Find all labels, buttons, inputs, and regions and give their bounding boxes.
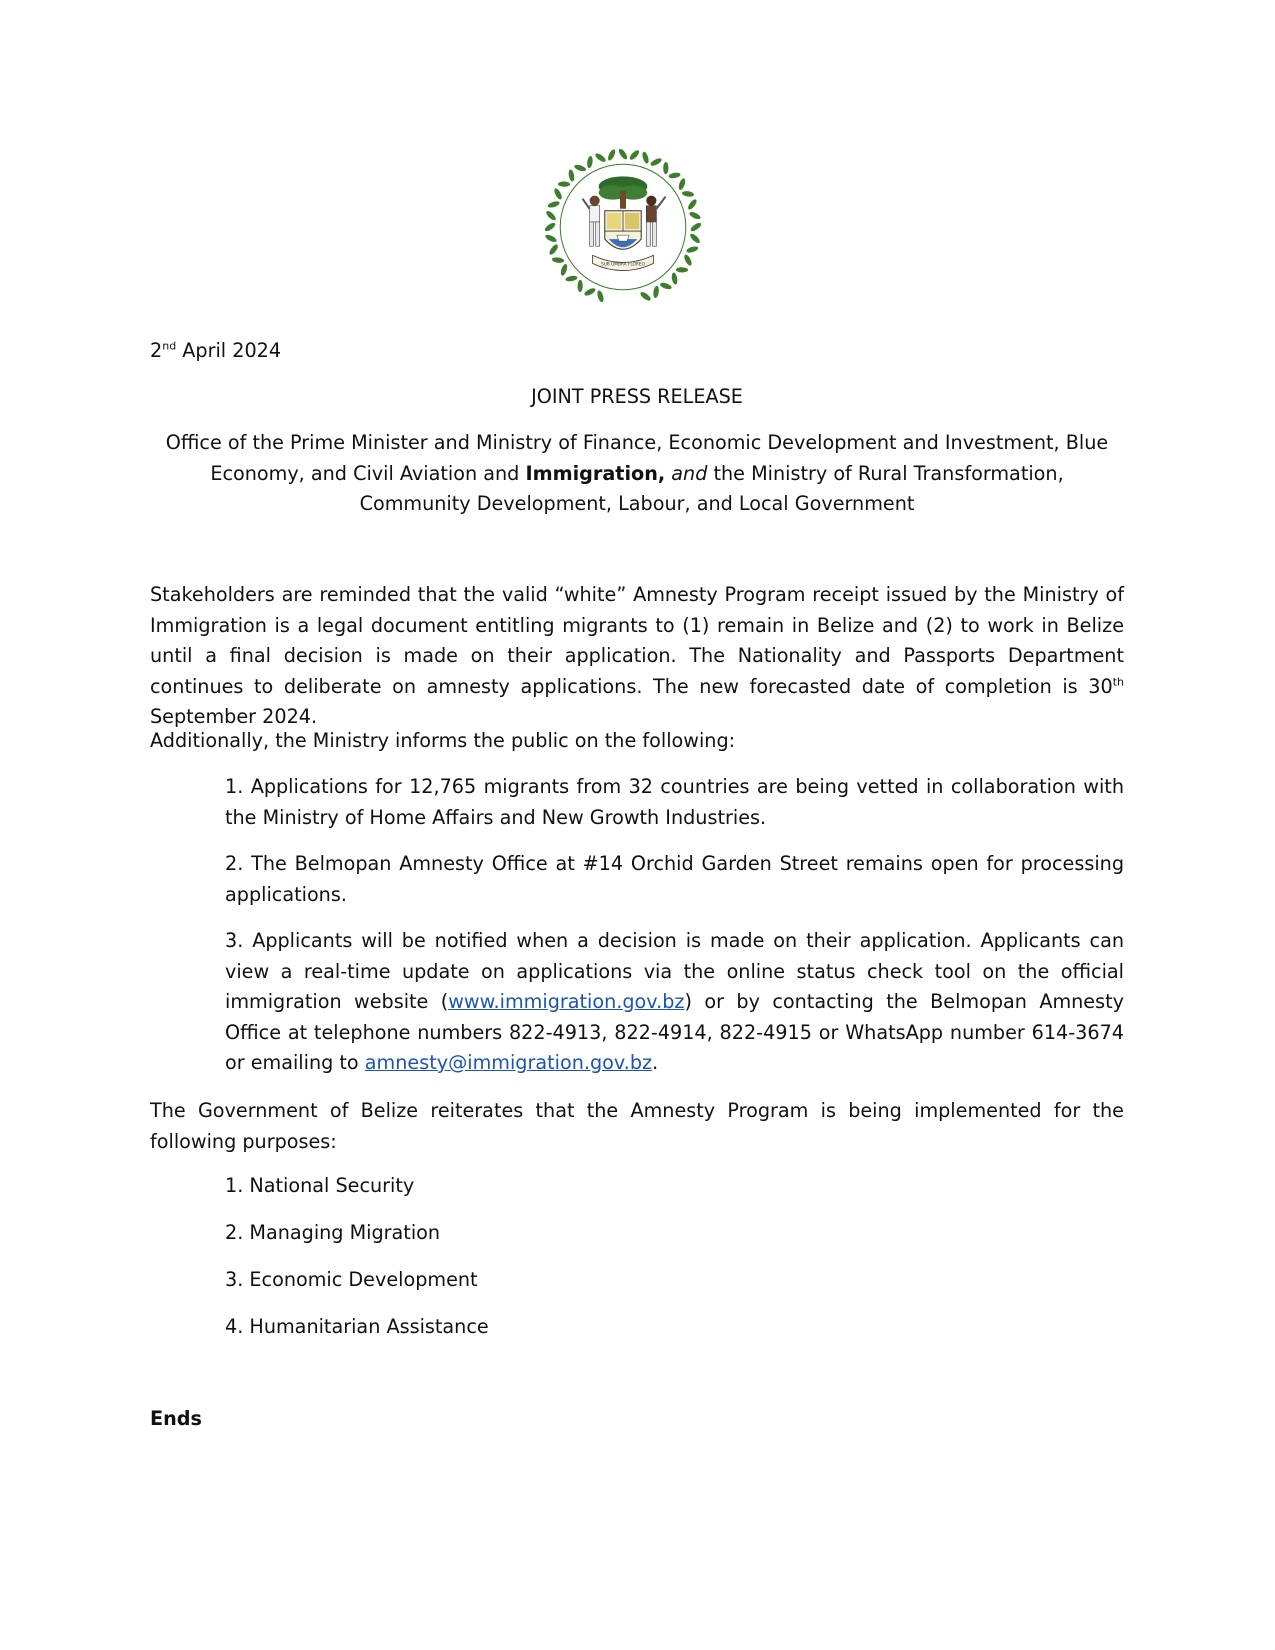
laurel-leaf [577,280,582,292]
laurel-leaf [596,290,605,303]
laurel-leaf [676,267,688,272]
laurel-leaf [544,233,557,243]
laurel-leaf [547,200,560,209]
laurel-leaf [689,232,701,244]
laurel-leaf [552,257,565,264]
laurel-leaf [668,172,681,179]
laurel-leaf [574,164,587,173]
laurel-leaf [653,286,660,299]
laurel-leaf [594,152,607,164]
mahogany-tree-icon [599,176,648,208]
laurel-leaf [545,209,557,221]
laurel-leaf [639,291,652,303]
laurel-leaf [553,187,563,200]
laurel-leaf [568,169,575,182]
laurel-leaf [686,245,699,254]
coat-of-arms-seal [542,146,704,308]
paragraph-amnesty-receipt: Stakeholders are reminded that the valid “white” Amnesty Program receipt issued by the Ministry of Immigration is a legal document entitling migrants to (1) remain in Belize and (2) to work in Belize until a final decision is made on their application. The Nationality and Passports Department continues to deliberate on amnesty applications. The new forecasted date of completion is 30th September 2024. [150,583,1124,728]
svg-text:SUB UMBRA FLOREO: SUB UMBRA FLOREO [601,262,645,268]
laurel-leaf [688,211,701,221]
laurel-leaf [649,157,662,167]
laurel-leaf [687,198,699,211]
list-item-vetting: 1. Applications for 12,765 migrants from 32 countries are being vetted in collaboration with the Ministry of Home Affairs and New Growth Industries. [225,775,1124,829]
laurel-leaf [628,149,640,161]
purpose-item: 3. Economic Development [225,1268,478,1291]
paragraph-purposes-intro: The Government of Belize reiterates that the Amnesty Program is being implemented for the following purposes: [150,1099,1124,1153]
ends-marker: Ends [150,1407,202,1430]
left-supporter-figure [583,196,600,247]
laurel-leaf [689,221,702,232]
issuing-offices: Office of the Prime Minister and Ministry of Finance, Economic Development and Investment, Blue Economy, and Civil Aviation and Immigration, and the Ministry of Rural Transformation, Community Development, Labour, and Local Government [165,431,1109,515]
laurel-leaf [560,263,569,276]
release-title: JOINT PRESS RELEASE [531,385,743,408]
paragraph-additionally: Additionally, the Ministry informs the public on the following: [150,729,736,752]
purpose-item: 2. Managing Migration [225,1221,441,1244]
laurel-leaf [607,148,617,161]
laurel-leaf [671,272,678,285]
laurel-leaf [583,287,596,297]
laurel-leaf [659,282,672,291]
shield-icon [605,211,641,249]
laurel-leaf [683,253,693,266]
right-supporter-figure [646,196,665,247]
immigration-website-link[interactable]: www.immigration.gov.bz [448,990,685,1013]
list-item-office: 2. The Belmopan Amnesty Office at #14 Orchid Garden Street remains open for processing applications. [225,852,1124,906]
purpose-item: 1. National Security [225,1174,415,1197]
laurel-leaf [663,162,668,174]
laurel-leaf [678,178,687,191]
laurel-leaf [586,156,593,169]
release-date: 2nd April 2024 [150,339,282,362]
laurel-leaf [617,148,628,161]
purpose-item: 4. Humanitarian Assistance [225,1315,489,1338]
laurel-leaf [682,190,695,197]
laurel-leaf [548,243,560,256]
laurel-leaf [544,221,557,232]
amnesty-email-link[interactable]: amnesty@immigration.gov.bz [364,1051,653,1074]
list-item-notification: 3. Applicants will be notified when a decision is made on their application. Applicants can view a real-time update on applications via the online status check tool on the official immigration website (www.immigration.gov.bz) or by contacting the Belmopan Amnesty Office at telephone numbers 822-4913, 822-4914, 822-4915 or WhatsApp number 614-3674 or emailing to amnesty@immigration.gov.bz. [225,929,1124,1074]
laurel-leaf [565,275,578,282]
laurel-leaf [641,151,650,164]
laurel-leaf [558,181,570,186]
motto-scroll [593,255,654,270]
